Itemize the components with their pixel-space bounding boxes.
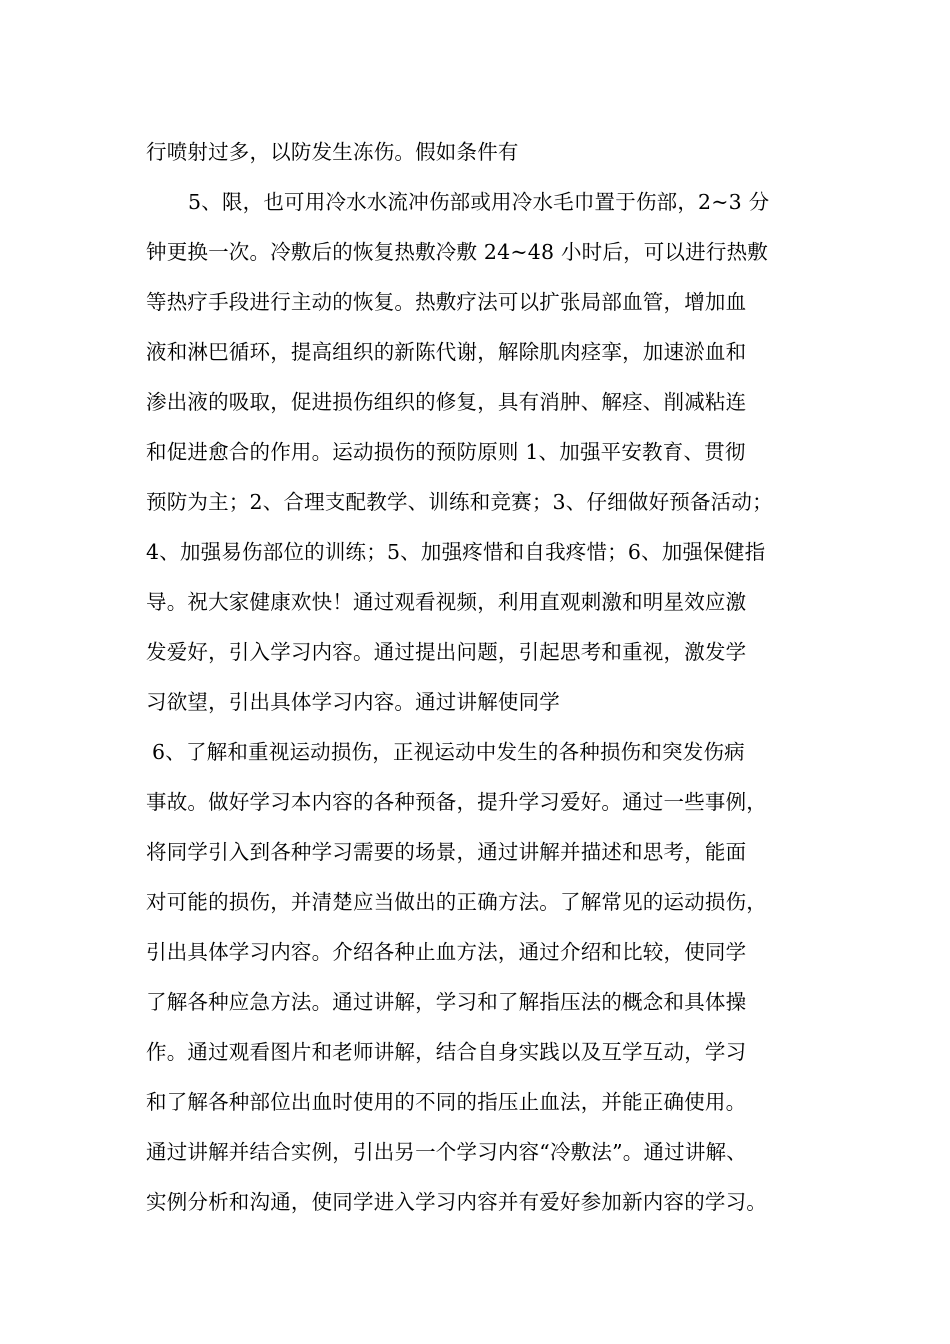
text-line: 行喷射过多，以防发生冻伤。假如条件有: [146, 140, 519, 164]
text-line: 钟更换一次。冷敷后的恢复热敷冷敷 24~48 小时后，可以进行热敷: [146, 240, 768, 264]
text-line: 4、加强易伤部位的训练；5、加强疼惜和自我疼惜；6、加强保健指: [146, 540, 766, 564]
text-line: 习欲望，引出具体学习内容。通过讲解使同学: [146, 690, 560, 714]
text-line: 6、了解和重视运动损伤，正视运动中发生的各种损伤和突发伤病: [152, 740, 745, 764]
text-line: 引出具体学习内容。介绍各种止血方法，通过介绍和比较，使同学: [146, 940, 747, 964]
text-line: 5、限，也可用冷水水流冲伤部或用冷水毛巾置于伤部，2~3 分: [188, 190, 770, 214]
text-line: 导。祝大家健康欢快！通过观看视频，利用直观刺激和明星效应激: [146, 590, 747, 614]
text-line: 等热疗手段进行主动的恢复。热敷疗法可以扩张局部血管，增加血: [146, 290, 747, 314]
text-line: 发爱好，引入学习内容。通过提出问题，引起思考和重视，激发学: [146, 640, 747, 664]
text-line: 实例分析和沟通，使同学进入学习内容并有爱好参加新内容的学习。: [146, 1190, 767, 1214]
text-line: 事故。做好学习本内容的各种预备，提升学习爱好。通过一些事例，: [146, 790, 767, 814]
text-line: 预防为主；2、合理支配教学、训练和竞赛；3、仔细做好预备活动；: [146, 490, 773, 514]
text-line: 和促进愈合的作用。运动损伤的预防原则 1、加强平安教育、贯彻: [146, 440, 746, 464]
text-line: 对可能的损伤，并清楚应当做出的正确方法。了解常见的运动损伤，: [146, 890, 767, 914]
text-line: 了解各种应急方法。通过讲解，学习和了解指压法的概念和具体操: [146, 990, 747, 1014]
text-line: 和了解各种部位出血时使用的不同的指压止血法，并能正确使用。: [146, 1090, 747, 1114]
text-line: 通过讲解并结合实例，引出另一个学习内容“冷敷法”。通过讲解、: [146, 1140, 747, 1164]
text-line: 将同学引入到各种学习需要的场景，通过讲解并描述和思考，能面: [146, 840, 747, 864]
text-line: 液和淋巴循环，提高组织的新陈代谢，解除肌肉痉挛，加速淤血和: [146, 340, 747, 364]
text-line: 作。通过观看图片和老师讲解，结合自身实践以及互学互动，学习: [146, 1040, 747, 1064]
text-line: 渗出液的吸取，促进损伤组织的修复，具有消肿、解痉、削减粘连: [146, 390, 747, 414]
